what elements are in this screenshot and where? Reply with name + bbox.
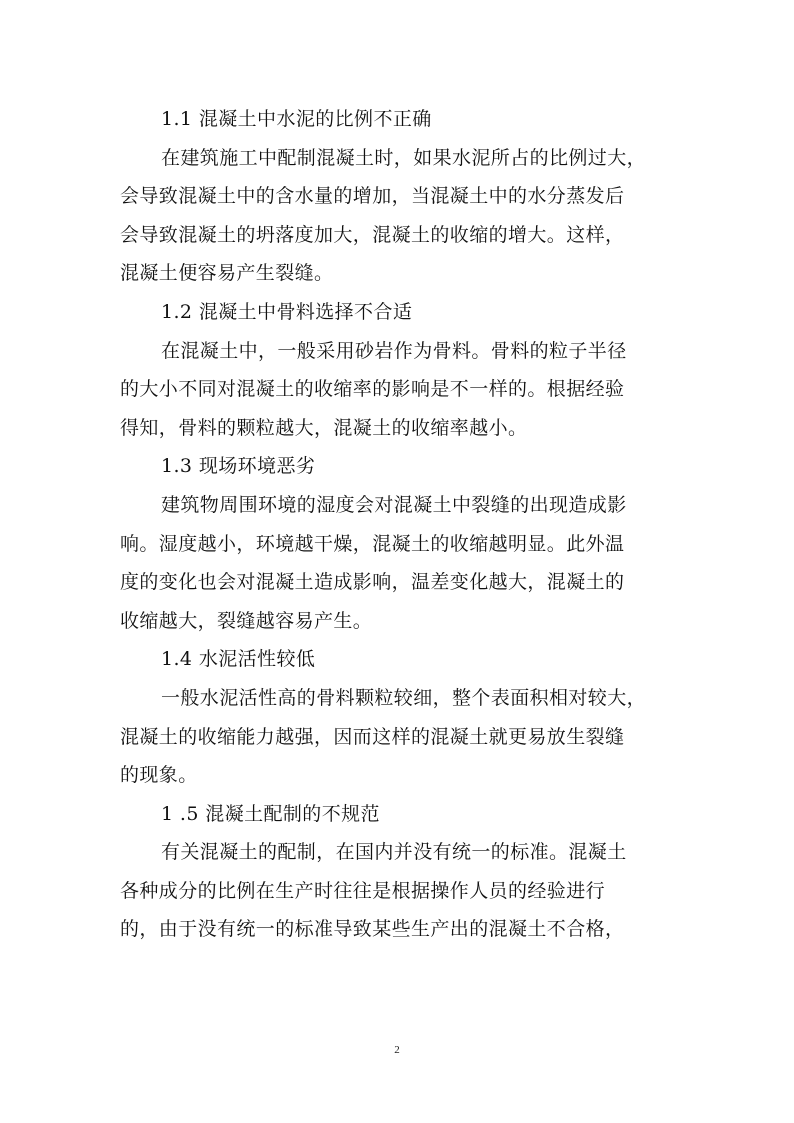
paragraph-line: 的，由于没有统一的标准导致某些生产出的混凝土不合格， [120,918,625,941]
paragraph-line: 响。湿度越小，环境越干燥，混凝土的收缩越明显。此外温 [120,532,625,555]
paragraph-line: 会导致混凝土的坍落度加大，混凝土的收缩的增大。这样， [120,223,625,246]
section-heading: 1.1 混凝土中水泥的比例不正确 [161,108,432,130]
paragraph-line: 混凝土的收缩能力越强，因而这样的混凝土就更易放生裂缝 [120,725,625,748]
document-body [120,100,680,949]
paragraph-line: 有关混凝土的配制，在国内并没有统一的标准。混凝土 [161,841,627,864]
section-heading: 1 .5 混凝土配制的不规范 [161,802,380,825]
page-number: 2 [394,1044,400,1056]
paragraph-line: 各种成分的比例在生产时往往是根据操作人员的经验进行 [120,879,606,902]
paragraph-line: 一般水泥活性高的骨料颗粒较细，整个表面积相对较大， [161,686,647,709]
paragraph-line: 在建筑施工中配制混凝土时，如果水泥所占的比例过大， [161,146,647,169]
paragraph-line: 在混凝土中，一般采用砂岩作为骨料。骨料的粒子半径 [161,339,627,362]
paragraph-line: 收缩越大，裂缝越容易产生。 [120,609,373,632]
section-heading: 1.4 水泥活性较低 [161,648,316,671]
paragraph-line: 混凝土便容易产生裂缝。 [120,262,334,285]
paragraph-line: 建筑物周围环境的湿度会对混凝土中裂缝的出现造成影 [161,493,627,516]
paragraph-line: 度的变化也会对混凝土造成影响，温差变化越大，混凝土的 [120,571,625,594]
section-heading: 1.3 现场环境恶劣 [161,455,316,478]
section-heading: 1.2 混凝土中骨料选择不合适 [161,300,413,323]
paragraph-line: 会导致混凝土中的含水量的增加，当混凝土中的水分蒸发后 [120,185,625,208]
paragraph-line: 的大小不同对混凝土的收缩率的影响是不一样的。根据经验 [120,378,625,401]
paragraph-line: 的现象。 [120,764,198,787]
paragraph-line: 得知，骨料的颗粒越大，混凝土的收缩率越小。 [120,416,528,439]
